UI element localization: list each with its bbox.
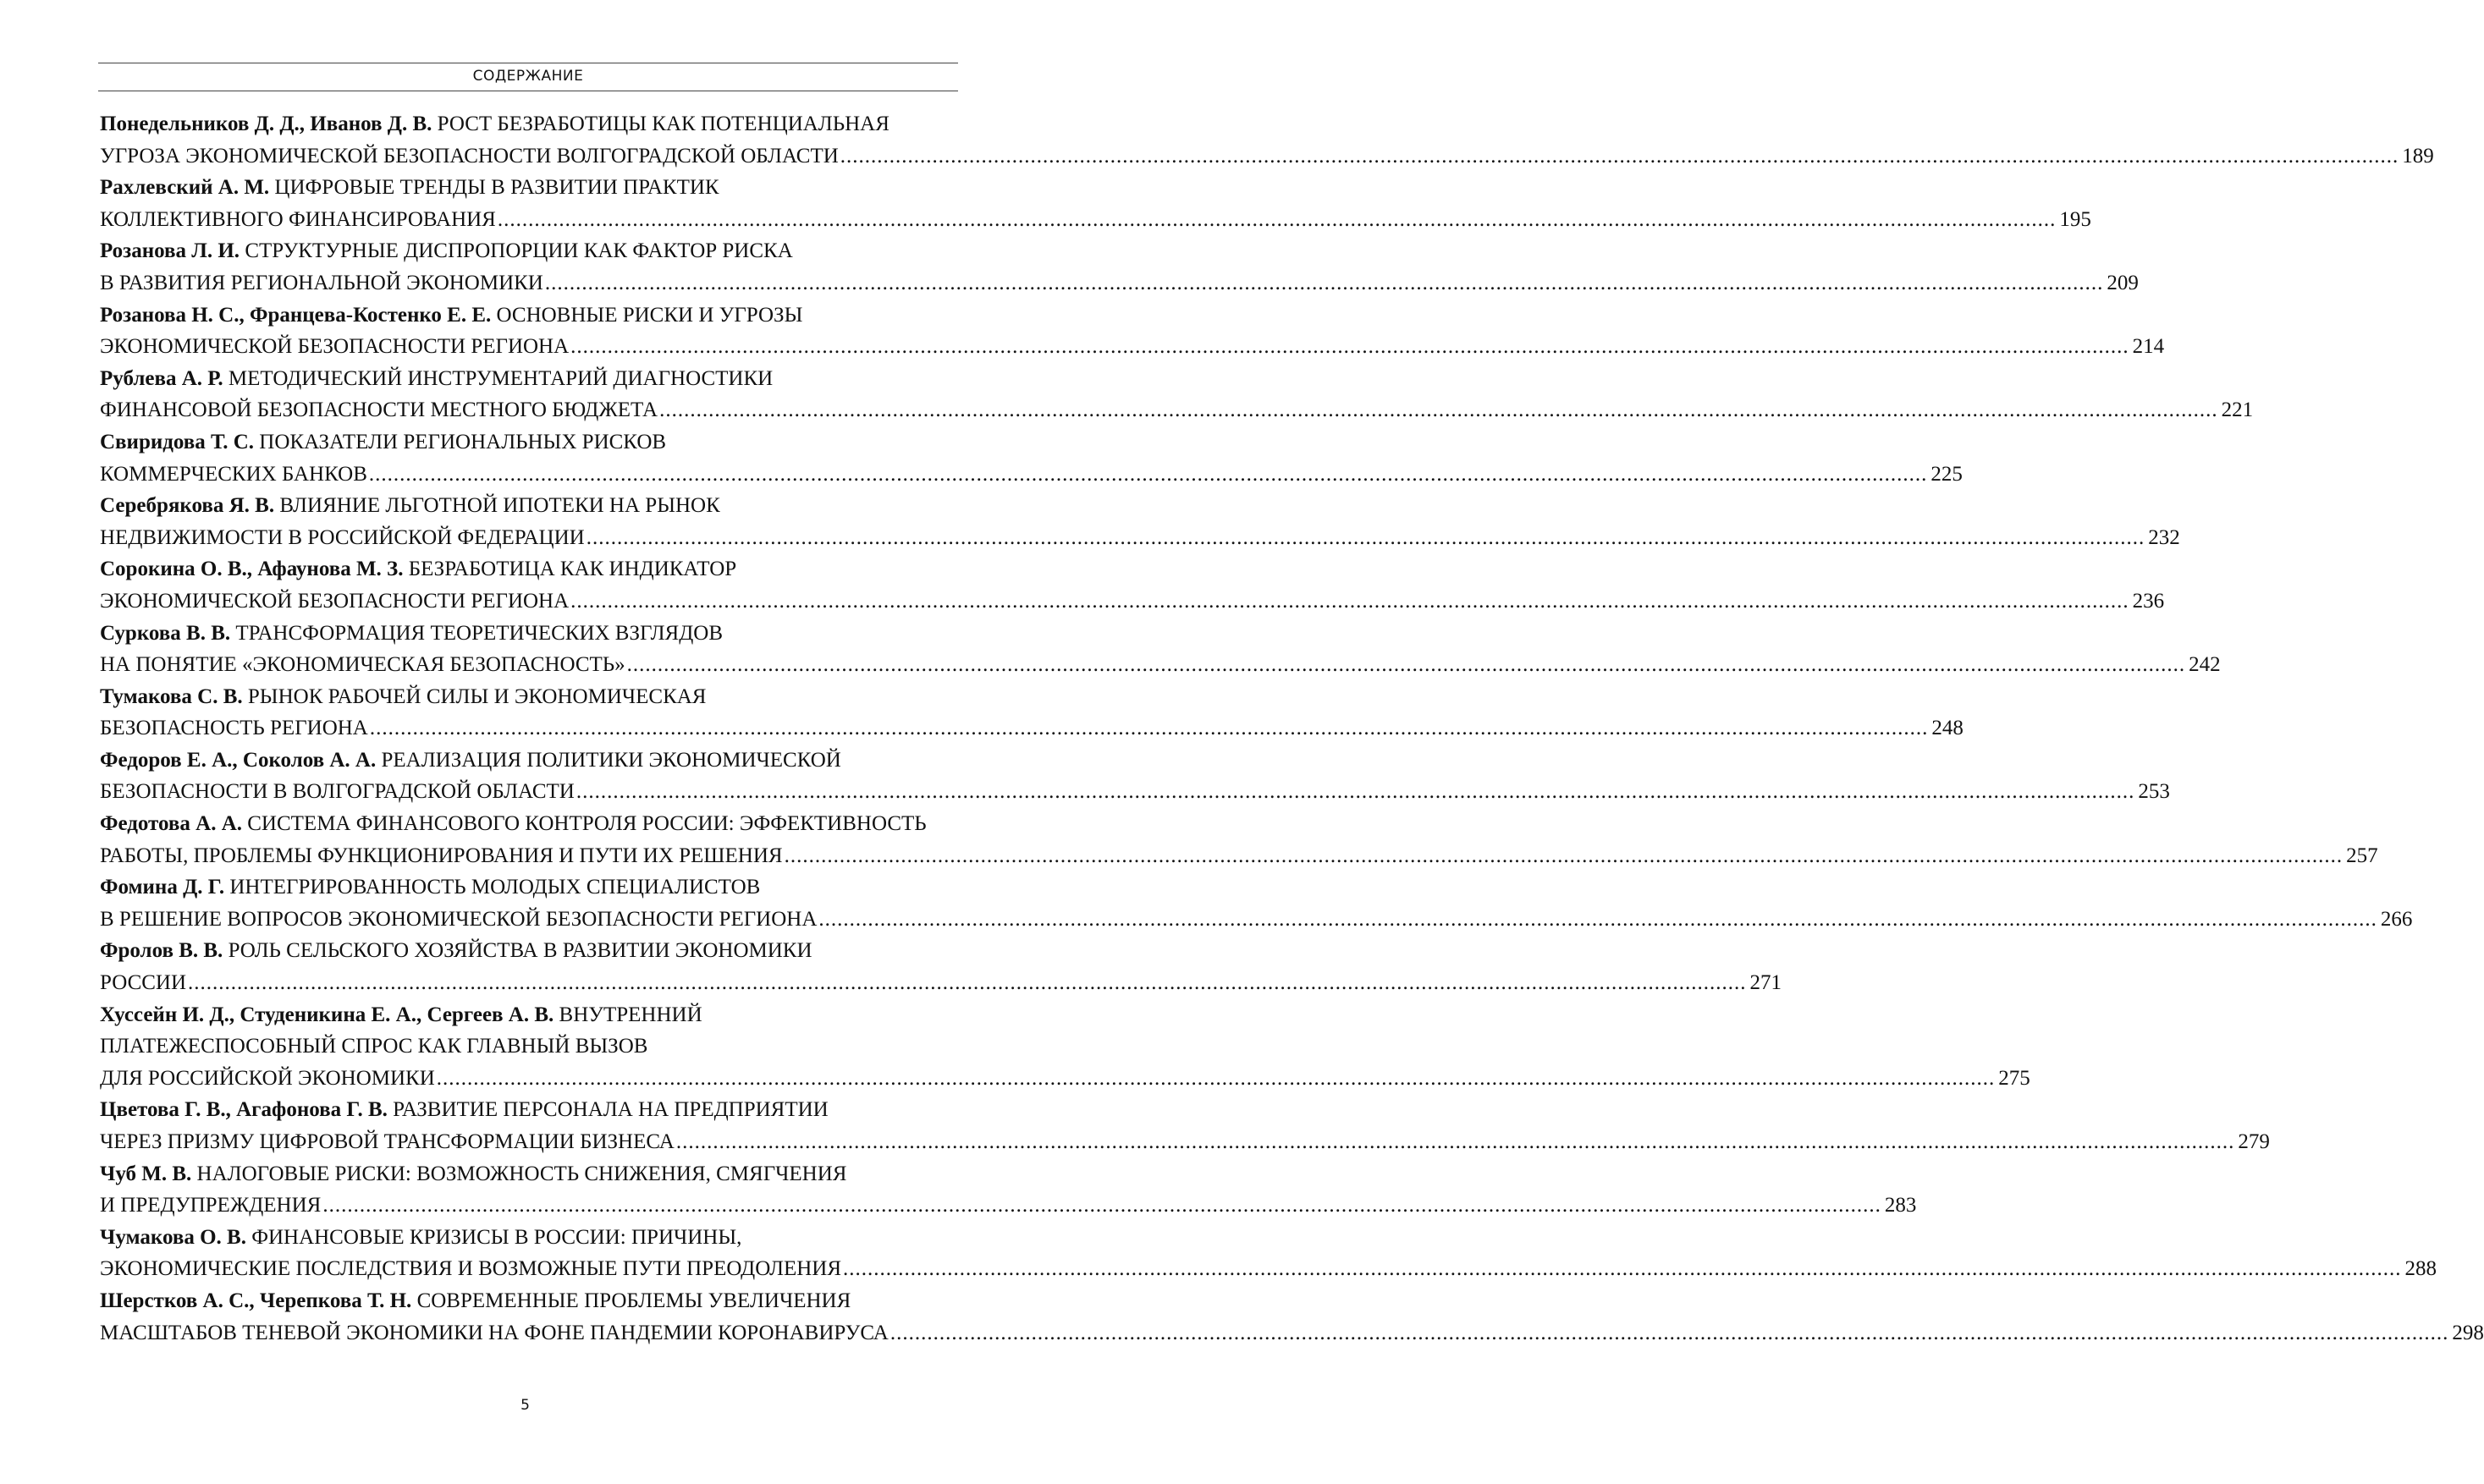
toc-entry: [100, 1222, 2437, 1285]
toc-line-text: [100, 904, 817, 936]
toc-entry-line: [100, 1253, 2437, 1285]
toc-entry-title: СТРУКТУРНЫЕ ДИСПРОПОРЦИИ КАК ФАКТОР РИСКА: [245, 239, 793, 263]
toc-entry-title: БЕЗРАБОТИЦА КАК ИНДИКАТОР: [408, 558, 737, 581]
toc-entry-line: [100, 172, 956, 204]
toc-entry-line: [100, 1222, 956, 1254]
toc-entry-line: [100, 1063, 2030, 1095]
toc-entry-authors: Хуссейн И. Д., Студеникина Е. А., Сергеев А. В.: [100, 1003, 554, 1026]
toc-entry-title: ЧЕРЕЗ ПРИЗМУ ЦИФРОВОЙ ТРАНСФОРМАЦИИ БИЗНЕСА: [100, 1130, 675, 1153]
toc-entry-line: [100, 1094, 956, 1126]
toc-entry-line: [100, 618, 956, 650]
toc-entry-title: ВНУТРЕННИЙ: [559, 1003, 702, 1026]
toc-entry-line: [100, 904, 2413, 936]
toc-entry-page: 214: [2132, 335, 2165, 359]
dot-leader: [576, 776, 2135, 808]
toc-line-text: [100, 712, 368, 745]
dot-leader: [570, 331, 2129, 363]
toc-entry-line: [100, 522, 2180, 554]
toc-entry: [100, 108, 2434, 172]
toc-line-text: [100, 776, 575, 808]
toc-line-text: [100, 522, 585, 554]
toc-entry-title: РОССИИ: [100, 971, 187, 995]
toc-entry-line: [100, 681, 956, 713]
toc-entry-line: [100, 776, 2170, 808]
toc-entry-line: [100, 1126, 2270, 1158]
toc-line-text: [100, 1094, 829, 1126]
toc-entry-page: 253: [2138, 780, 2170, 804]
toc-entry: [100, 172, 2091, 235]
toc-entry-title: ПЛАТЕЖЕСПОСОБНЫЙ СПРОС КАК ГЛАВНЫЙ ВЫЗОВ: [100, 1035, 648, 1058]
toc-entry-authors: Тумакова С. В.: [100, 684, 243, 708]
toc-entry: [100, 1158, 1917, 1222]
toc-line-text: [100, 108, 890, 140]
toc-entry-line: [100, 967, 1782, 999]
toc-entry-title: СОВРЕМЕННЫЕ ПРОБЛЕМЫ УВЕЛИЧЕНИЯ: [416, 1289, 851, 1312]
dot-leader: [570, 585, 2129, 618]
toc-entry-authors: Свиридова Т. С.: [100, 430, 255, 453]
toc-entry-title: КОЛЛЕКТИВНОГО ФИНАНСИРОВАНИЯ: [100, 207, 496, 231]
toc-entry-title: ФИНАНСОВОЙ БЕЗОПАСНОСТИ МЕСТНОГО БЮДЖЕТА: [100, 398, 658, 422]
toc-line-text: [100, 140, 839, 173]
page-number: 5: [520, 1397, 530, 1414]
toc-entry-authors: Розанова Н. С., Францева-Костенко Е. Е.: [100, 303, 492, 327]
toc-entry-page: 298: [2452, 1321, 2484, 1344]
toc-entry-line: [100, 331, 2165, 363]
toc-entry-page: 195: [2059, 207, 2091, 231]
toc-entry-title: НАЛОГОВЫЕ РИСКИ: ВОЗМОЖНОСТЬ СНИЖЕНИЯ, СМЯГЧЕНИЯ: [196, 1162, 847, 1185]
toc-entry-title: ВЛИЯНИЕ ЛЬГОТНОЙ ИПОТЕКИ НА РЫНОК: [279, 494, 720, 518]
dot-leader: [840, 140, 2399, 173]
toc-entry-page: 283: [1884, 1194, 1917, 1217]
toc-entry-line: [100, 140, 2434, 173]
toc-entry-line: [100, 1317, 2484, 1349]
toc-entry-authors: Цветова Г. В., Агафонова Г. В.: [100, 1098, 388, 1122]
toc-entry-title: РОЛЬ СЕЛЬСКОГО ХОЗЯЙСТВА В РАЗВИТИИ ЭКОНОМИКИ: [228, 939, 812, 963]
toc-entry-page: 209: [2107, 271, 2139, 294]
toc-entry: [100, 618, 2221, 681]
toc-entry-page: 266: [2380, 907, 2413, 931]
toc-entry: [100, 490, 2180, 553]
toc-entry-line: [100, 712, 1964, 745]
toc-entry-line: [100, 871, 956, 904]
toc-entry-authors: Суркова В. В.: [100, 621, 231, 645]
toc-line-text: [100, 1063, 435, 1095]
toc-entry-authors: Серебрякова Я. В.: [100, 494, 275, 518]
toc-line-text: [100, 618, 723, 650]
toc-line-text: [100, 1222, 741, 1254]
toc-entry-authors: Чуб М. В.: [100, 1162, 192, 1185]
toc-entry-authors: Чумакова О. В.: [100, 1225, 246, 1249]
toc-entry-title: В РЕШЕНИЕ ВОПРОСОВ ЭКОНОМИЧЕСКОЙ БЕЗОПАСНОСТИ РЕГИОНА: [100, 907, 818, 931]
toc-line-text: [100, 935, 812, 967]
toc-entry-page: 225: [1930, 462, 1963, 486]
toc-entry: [100, 553, 2165, 617]
toc-entry-page: 189: [2402, 144, 2434, 168]
toc-entry-authors: Розанова Л. И.: [100, 239, 240, 263]
dot-leader: [545, 267, 2104, 300]
toc-entry: [100, 1094, 2270, 1157]
toc-line-text: [100, 204, 496, 236]
toc-entry-line: [100, 553, 956, 585]
toc-entry-line: [100, 745, 956, 777]
toc-entry-title: ЭКОНОМИЧЕСКОЙ БЕЗОПАСНОСТИ РЕГИОНА: [100, 335, 570, 359]
running-title: СОДЕРЖАНИЕ: [472, 68, 584, 85]
toc-line-text: [100, 967, 186, 999]
toc-entry-authors: Фомина Д. Г.: [100, 876, 225, 899]
dot-leader: [659, 394, 2218, 426]
toc-entry: [100, 426, 1963, 490]
toc-entry-line: [100, 235, 956, 267]
toc-entry: [100, 235, 2139, 299]
toc-entry-line: [100, 585, 2165, 618]
toc-entry-title: В РАЗВИТИЯ РЕГИОНАЛЬНОЙ ЭКОНОМИКИ: [100, 271, 543, 294]
toc-line-text: [100, 649, 625, 681]
table-of-contents: [100, 108, 2484, 1349]
toc-entry-title: БЕЗОПАСНОСТИ В ВОЛГОГРАДСКОЙ ОБЛАСТИ: [100, 780, 575, 804]
toc-entry-title: ЦИФРОВЫЕ ТРЕНДЫ В РАЗВИТИИ ПРАКТИК: [274, 176, 719, 200]
toc-entry-line: [100, 459, 1963, 491]
toc-entry-title: РЕАЛИЗАЦИЯ ПОЛИТИКИ ЭКОНОМИЧЕСКОЙ: [381, 748, 841, 772]
toc-line-text: [100, 172, 719, 204]
toc-entry-title: НА ПОНЯТИЕ «ЭКОНОМИЧЕСКАЯ БЕЗОПАСНОСТЬ»: [100, 653, 625, 677]
toc-entry-title: НЕДВИЖИМОСТИ В РОССИЙСКОЙ ФЕДЕРАЦИИ: [100, 525, 585, 549]
dot-leader: [818, 904, 2377, 936]
toc-line-text: [100, 1190, 321, 1222]
toc-entry-title: РЫНОК РАБОЧЕЙ СИЛЫ И ЭКОНОМИЧЕСКАЯ: [247, 684, 707, 708]
toc-entry-title: СИСТЕМА ФИНАНСОВОГО КОНТРОЛЯ РОССИИ: ЭФФЕКТИВНОСТЬ: [247, 812, 927, 836]
toc-entry-title: РАЗВИТИЕ ПЕРСОНАЛА НА ПРЕДПРИЯТИИ: [393, 1098, 829, 1122]
toc-entry-page: 242: [2189, 653, 2221, 677]
toc-entry-page: 279: [2238, 1130, 2270, 1153]
toc-entry-title: МАСШТАБОВ ТЕНЕВОЙ ЭКОНОМИКИ НА ФОНЕ ПАНДЕМИИ КОРОНАВИРУСА: [100, 1321, 889, 1344]
toc-entry-authors: Понедельников Д. Д., Иванов Д. В.: [100, 113, 432, 135]
toc-entry-line: [100, 204, 2091, 236]
toc-line-text: [100, 267, 543, 300]
toc-line-text: [100, 363, 773, 395]
toc-entry: [100, 745, 2170, 808]
toc-entry: [100, 935, 1782, 998]
toc-entry: [100, 871, 2413, 935]
toc-entry-line: [100, 840, 2378, 872]
toc-line-text: [100, 681, 706, 713]
dot-leader: [322, 1190, 1881, 1222]
dot-leader: [587, 522, 2145, 554]
dot-leader: [676, 1126, 2235, 1158]
toc-entry: [100, 808, 2378, 871]
toc-entry-page: 271: [1749, 971, 1782, 995]
dot-leader: [785, 840, 2344, 872]
dot-leader: [437, 1063, 1996, 1095]
toc-line-text: [100, 1285, 851, 1317]
toc-line-text: [100, 331, 569, 363]
toc-entry-line: [100, 300, 956, 332]
toc-entry-title: ПОКАЗАТЕЛИ РЕГИОНАЛЬНЫХ РИСКОВ: [259, 430, 667, 453]
toc-entry-line: [100, 108, 956, 140]
toc-line-text: [100, 1317, 889, 1349]
toc-entry-page: 257: [2346, 844, 2378, 867]
toc-entry-line: [100, 1158, 956, 1190]
toc-line-text: [100, 426, 666, 459]
toc-entry-authors: Рублева А. Р.: [100, 366, 223, 390]
toc-entry-authors: Федотова А. А.: [100, 812, 242, 836]
toc-entry-page: 221: [2221, 398, 2254, 422]
dot-leader: [188, 967, 1747, 999]
toc-entry-line: [100, 1031, 956, 1063]
toc-entry-page: 248: [1931, 717, 1964, 740]
toc-entry-line: [100, 999, 956, 1031]
toc-entry-title: КОММЕРЧЕСКИХ БАНКОВ: [100, 462, 367, 486]
toc-entry: [100, 1285, 2484, 1349]
toc-entry-page: 232: [2148, 525, 2180, 549]
toc-entry-title: РАБОТЫ, ПРОБЛЕМЫ ФУНКЦИОНИРОВАНИЯ И ПУТИ ИХ РЕШЕНИЯ: [100, 844, 783, 867]
toc-entry-line: [100, 394, 2254, 426]
toc-entry-title: ОСНОВНЫЕ РИСКИ И УГРОЗЫ: [496, 303, 803, 327]
toc-line-text: [100, 553, 736, 585]
toc-entry-title: И ПРЕДУПРЕЖДЕНИЯ: [100, 1194, 322, 1217]
toc-line-text: [100, 808, 927, 840]
toc-entry-title: УГРОЗА ЭКОНОМИЧЕСКОЙ БЕЗОПАСНОСТИ ВОЛГОГРАДСКОЙ ОБЛАСТИ: [100, 144, 839, 168]
toc-line-text: [100, 300, 802, 332]
toc-entry-line: [100, 808, 956, 840]
dot-leader: [843, 1253, 2402, 1285]
toc-entry-authors: Федоров Е. А., Соколов А. А.: [100, 748, 377, 772]
toc-entry-line: [100, 490, 956, 522]
dot-leader: [369, 459, 1928, 491]
toc-entry-title: ЭКОНОМИЧЕСКОЙ БЕЗОПАСНОСТИ РЕГИОНА: [100, 589, 570, 613]
toc-entry-line: [100, 1190, 1917, 1222]
toc-entry-line: [100, 267, 2139, 300]
toc-line-text: [100, 840, 783, 872]
toc-entry-line: [100, 426, 956, 459]
toc-line-text: [100, 999, 702, 1031]
toc-entry: [100, 681, 1964, 745]
toc-entry-authors: Шерстков А. С., Черепкова Т. Н.: [100, 1289, 412, 1312]
toc-entry-page: 288: [2404, 1257, 2437, 1281]
toc-entry-title: ИНТЕГРИРОВАННОСТЬ МОЛОДЫХ СПЕЦИАЛИСТОВ: [229, 876, 761, 899]
dot-leader: [890, 1317, 2449, 1349]
toc-entry-line: [100, 1285, 956, 1317]
toc-line-text: [100, 459, 367, 491]
toc-entry-title: ЭКОНОМИЧЕСКИЕ ПОСЛЕДСТВИЯ И ВОЗМОЖНЫЕ ПУТИ ПРЕОДОЛЕНИЯ: [100, 1257, 842, 1281]
toc-entry-line: [100, 935, 956, 967]
toc-entry-title: МЕТОДИЧЕСКИЙ ИНСТРУМЕНТАРИЙ ДИАГНОСТИКИ: [228, 366, 774, 390]
toc-entry-title: ФИНАНСОВЫЕ КРИЗИСЫ В РОССИИ: ПРИЧИНЫ,: [251, 1225, 742, 1249]
dot-leader: [370, 712, 1929, 745]
toc-entry-title: РОСТ БЕЗРАБОТИЦЫ КАК ПОТЕНЦИАЛЬНАЯ: [437, 113, 890, 135]
toc-entry-title: ДЛЯ РОССИЙСКОЙ ЭКОНОМИКИ: [100, 1066, 435, 1090]
toc-line-text: [100, 1253, 841, 1285]
toc-entry-authors: Фролов В. В.: [100, 939, 223, 963]
toc-line-text: [100, 1158, 846, 1190]
toc-entry: [100, 363, 2254, 426]
toc-line-text: [100, 394, 658, 426]
toc-entry-line: [100, 363, 956, 395]
toc-entry-title: БЕЗОПАСНОСТЬ РЕГИОНА: [100, 717, 368, 740]
toc-entry-page: 275: [1998, 1066, 2030, 1090]
toc-entry-title: ТРАНСФОРМАЦИЯ ТЕОРЕТИЧЕСКИХ ВЗГЛЯДОВ: [235, 621, 723, 645]
toc-entry: [100, 300, 2165, 363]
toc-entry-authors: Рахлевский А. М.: [100, 176, 270, 200]
dot-leader: [498, 204, 2057, 236]
toc-entry-page: 236: [2132, 589, 2165, 613]
toc-line-text: [100, 585, 569, 618]
toc-entry-line: [100, 649, 2221, 681]
toc-line-text: [100, 1031, 647, 1063]
toc-line-text: [100, 235, 793, 267]
dot-leader: [627, 649, 2186, 681]
toc-line-text: [100, 871, 760, 904]
toc-line-text: [100, 490, 720, 522]
toc-entry-authors: Сорокина О. В., Афаунова М. З.: [100, 558, 404, 581]
toc-entry: [100, 999, 2030, 1095]
toc-line-text: [100, 1126, 675, 1158]
toc-line-text: [100, 745, 841, 777]
